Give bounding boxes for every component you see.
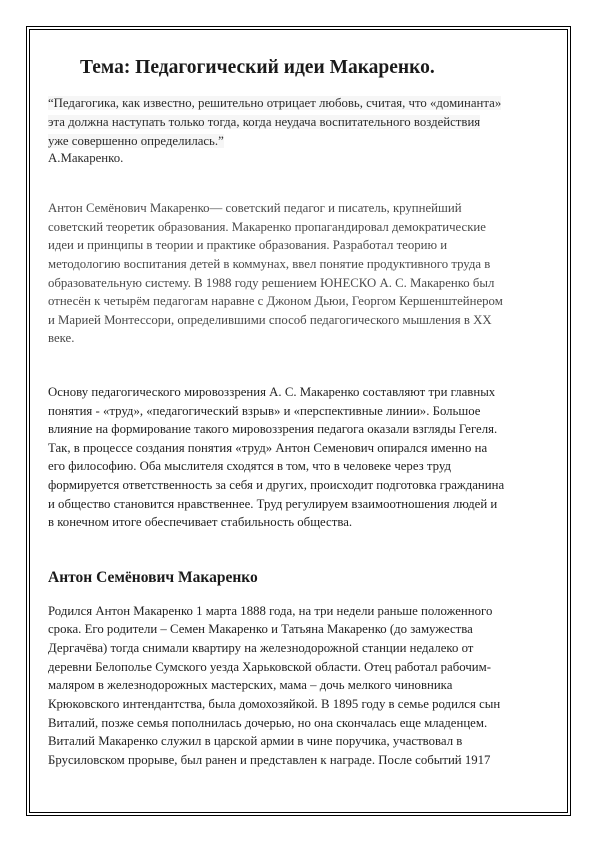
quote-text: “Педагогика, как известно, решительно отрицает любовь, считая, что «доминанта» эта должна наступать только тогда, когда неудача воспитательного воздействия уже совершенно определилась.” <box>48 96 502 148</box>
paragraph-biography-intro: Антон Семёнович Макаренко— советский педагог и писатель, крупнейший советский теоретик образования. Макаренко пропагандировал демократические идеи и принципы в теории и практике образования. Разработал теорию и методологию воспитания детей в коммунах, ввел понятие продуктивного труда в образовательную систему. В 1988 году решением ЮНЕСКО А. С. Макаренко был отнесён к четырём педагогам наравне с Джоном Дьюи, Георгом Кершенштейнером и Марией Монтессори, определившими способ педагогического мышления в XX веке. <box>48 201 503 346</box>
section-heading: Антон Семёнович Макаренко <box>48 568 258 586</box>
paragraph-worldview: Основу педагогического мировоззрения А. С. Макаренко составляют три главных понятия - «труд», «педагогический взрыв» и «перспективные линии». Большое влияние на формирование такого мировоззрения педагога оказали взгляды Гегеля. Так, в процессе создания понятия «труд» Антон Семенович опирался именно на его философию. Оба мыслителя сходятся в том, что в человеке через труд формируется ответственность за себя и других, происходит подготовка гражданина и общество становится нравственнее. Труд регулируем взаимоотношения людей и в конечном итоге обеспечивает стабильность общества. <box>48 384 505 530</box>
quote-author: А.Макаренко. <box>48 151 124 166</box>
document-body <box>48 54 548 770</box>
document-title: Тема: Педагогический идеи Макаренко. <box>80 57 435 78</box>
epigraph-quote <box>48 94 548 150</box>
paragraph-early-life: Родился Антон Макаренко 1 марта 1888 года, на три недели раньше положенного срока. Его родители – Семен Макаренко и Татьяна Макаренко (до замужества Дергачёва) тогда снимали квартиру на железнодорожной станции недалеко от деревни Белополье Сумского уезда Харьковской области. Отец работал рабочим- маляром в железнодорожных мастерских, мама – дочь мелкого чиновника Крюковского интендантства, была домохозяйкой. В 1895 году в семье родился сын Виталий, позже семья пополнилась дочерью, но она скончалась еще младенцем. Виталий Макаренко служил в царской армии в чине поручика, участвовал в Брусиловском прорыве, был ранен и представлен к награде. После событий 1917 <box>48 603 501 768</box>
